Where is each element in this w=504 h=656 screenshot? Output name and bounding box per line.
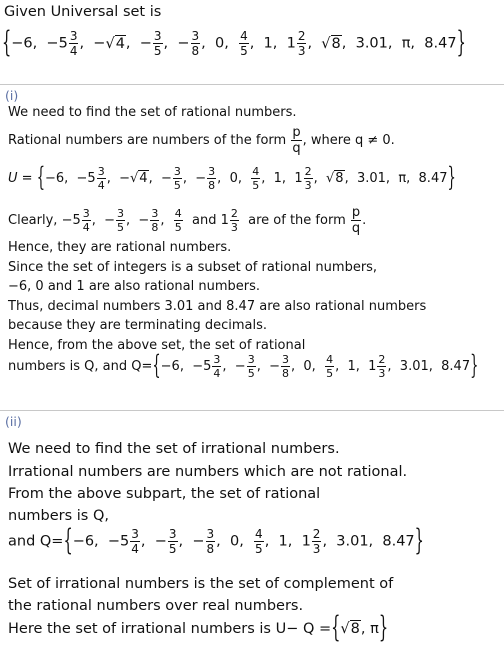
part-i-line7: −6, 0 and 1 are also rational numbers. bbox=[8, 279, 260, 294]
part-i-label: (i) bbox=[5, 88, 19, 103]
part-ii-line3: From the above subpart, the set of rational bbox=[8, 486, 321, 502]
q-set-line-2: and Q={−6, −5 $\frac{3}{4}$ , − $\frac{3}{5}$ , − $\frac{3}{8}$ , 0, $\frac{4}{5}$ , 1, 1 $\frac{2}{3}$ , 3.01, 8.47} bbox=[8, 525, 424, 558]
u-set-line: U = {−6, −5 $\frac{3}{4}$ , −√4, − $\frac{3}{5}$ , − $\frac{3}{8}$ , 0, $\frac{4}{5}$ , 1, 1 $\frac{2}{3}$ , √8, 3.01, π, 8.47} bbox=[8, 163, 456, 194]
part-ii-line4: numbers is Q, bbox=[8, 508, 109, 524]
part-i-line8: Thus, decimal numbers 3.01 and 8.47 are also rational numbers bbox=[8, 299, 427, 314]
part-ii-line6: Set of irrational numbers is the set of complement of bbox=[8, 576, 394, 592]
clearly-line: Clearly, −5 $\frac{3}{4}$ , − $\frac{3}{5}$ , − $\frac{3}{8}$ , $\frac{4}{5}$ and 1 $\frac{2}{3}$ are of the form $\frac{p}{q}$ . bbox=[8, 205, 367, 236]
right-brace: } bbox=[456, 27, 466, 60]
irrational-set-line: Here the set of irrational numbers is U− Q ={√8, π} bbox=[8, 613, 389, 645]
part-i-line10: Hence, from the above set, the set of rational bbox=[8, 338, 306, 353]
divider-2 bbox=[0, 410, 504, 411]
part-i-line5: Hence, they are rational numbers. bbox=[8, 240, 232, 255]
part-i-line1: We need to find the set of rational numbers. bbox=[8, 105, 297, 120]
part-i-line9: because they are terminating decimals. bbox=[8, 318, 268, 333]
universal-set-line: {−6, −5 $\frac{3}{4}$ , −√4, − $\frac{3}{5}$ , − $\frac{3}{8}$ , 0, $\frac{4}{5}$ , 1, 1 $\frac{2}{3}$ , √8, 3.01, π, 8.47} bbox=[2, 27, 466, 60]
part-i-line6: Since the set of integers is a subset of rational numbers, bbox=[8, 260, 378, 275]
q-set-line: numbers is Q, and Q={−6, −5 $\frac{3}{4}$ , − $\frac{3}{5}$ , − $\frac{3}{8}$ , 0, $\frac{4}{5}$ , 1, 1 $\frac{2}{3}$ , 3.01, 8.47} bbox=[8, 351, 479, 382]
part-ii-line7: the rational numbers over real numbers. bbox=[8, 598, 304, 614]
part-ii-line1: We need to find the set of irrational numbers. bbox=[8, 441, 340, 457]
given-text: Given Universal set is bbox=[4, 4, 162, 20]
part-i-line2: Rational numbers are numbers of the form $\frac{p}{q}$ , where q ≠ 0. bbox=[8, 125, 395, 156]
part-ii-line2: Irrational numbers are numbers which are not rational. bbox=[8, 464, 408, 480]
left-brace: { bbox=[2, 27, 12, 60]
divider-1 bbox=[0, 84, 504, 85]
part-ii-label: (ii) bbox=[5, 414, 22, 429]
